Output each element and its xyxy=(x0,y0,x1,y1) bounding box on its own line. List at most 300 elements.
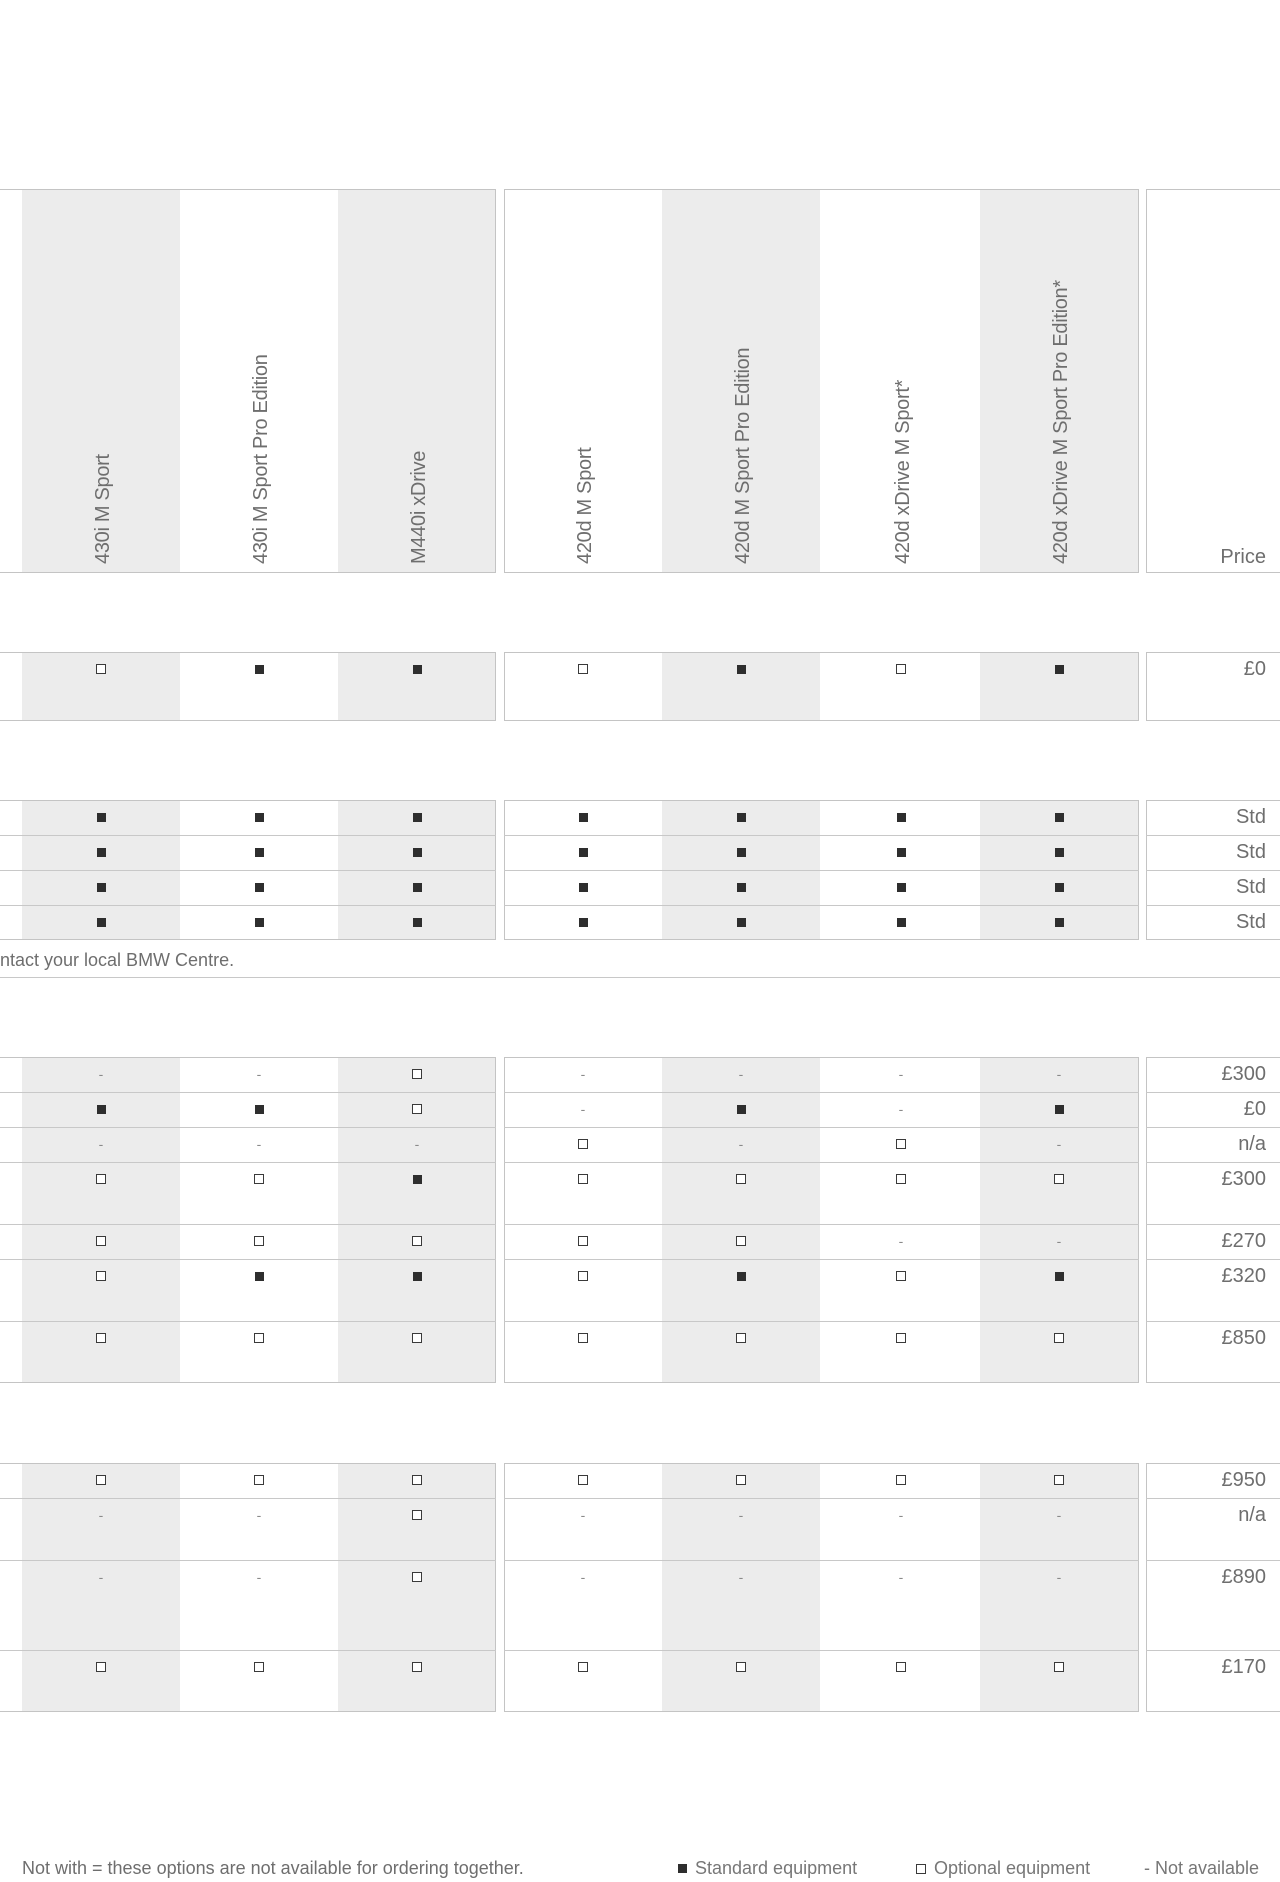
hollow-square-icon xyxy=(412,1069,422,1079)
filled-square-icon xyxy=(255,1105,264,1114)
dash-icon: - xyxy=(898,1101,904,1117)
table-cell xyxy=(979,1169,1139,1189)
hollow-square-icon xyxy=(578,1174,588,1184)
table-cell xyxy=(661,1231,821,1251)
dash-icon: - xyxy=(98,1507,104,1523)
table-cell xyxy=(979,1567,1139,1587)
hollow-square-icon xyxy=(1054,1333,1064,1343)
filled-square-icon xyxy=(255,813,264,822)
filled-square-icon xyxy=(413,665,422,674)
price-value: Std xyxy=(1235,806,1266,828)
table-cell xyxy=(503,1567,663,1587)
dash-icon: - xyxy=(1056,1569,1062,1585)
hollow-square-icon xyxy=(254,1333,264,1343)
table-cell xyxy=(337,1470,497,1490)
table-cell xyxy=(503,1328,663,1348)
table-row xyxy=(0,1498,1,1560)
table-cell xyxy=(337,1064,497,1084)
row-divider xyxy=(504,1560,1139,1561)
price-value: Std xyxy=(1235,911,1266,933)
table-cell xyxy=(979,842,1139,862)
row-divider xyxy=(1146,1321,1280,1322)
filled-square-icon xyxy=(1055,918,1064,927)
hollow-square-icon xyxy=(96,1271,106,1281)
table-cell xyxy=(661,1169,821,1189)
hollow-square-icon xyxy=(412,1236,422,1246)
price-value: £300 xyxy=(1221,1063,1266,1085)
dash-icon: - xyxy=(1056,1233,1062,1249)
hollow-square-icon xyxy=(254,1475,264,1485)
filled-square-icon xyxy=(413,883,422,892)
hollow-square-icon xyxy=(736,1236,746,1246)
price-value: £0 xyxy=(1243,1098,1266,1120)
filled-square-icon xyxy=(413,918,422,927)
hollow-square-icon xyxy=(736,1475,746,1485)
table-cell xyxy=(21,1064,181,1084)
hollow-square-icon xyxy=(96,1475,106,1485)
hollow-square-icon xyxy=(412,1662,422,1672)
row-divider xyxy=(504,835,1139,836)
table-cell xyxy=(821,912,981,932)
filled-square-icon xyxy=(1055,813,1064,822)
filled-square-icon xyxy=(413,848,422,857)
row-divider xyxy=(504,1259,1139,1260)
table-cell xyxy=(179,1266,339,1286)
row-divider xyxy=(0,1224,496,1225)
dash-icon: - xyxy=(256,1136,262,1152)
price-value: £0 xyxy=(1243,658,1266,680)
table-cell xyxy=(21,1328,181,1348)
dash-icon: - xyxy=(414,1136,420,1152)
row-divider xyxy=(1146,1650,1280,1651)
row-divider xyxy=(504,1127,1139,1128)
filled-square-icon xyxy=(255,1272,264,1281)
dash-icon: - xyxy=(256,1569,262,1585)
table-cell xyxy=(21,1470,181,1490)
table-cell xyxy=(21,1505,181,1525)
table-cell xyxy=(337,659,497,679)
price-value: n/a xyxy=(1238,1504,1266,1526)
dash-icon: - xyxy=(738,1066,744,1082)
legend-optional-label: Optional equipment xyxy=(934,1858,1091,1878)
hollow-square-icon xyxy=(412,1333,422,1343)
table-cell xyxy=(503,1099,663,1119)
hollow-square-icon xyxy=(412,1572,422,1582)
dash-icon: - xyxy=(1056,1136,1062,1152)
table-cell xyxy=(661,1099,821,1119)
legend-standard xyxy=(678,1858,857,1879)
table-cell xyxy=(21,912,181,932)
filled-square-icon xyxy=(255,665,264,674)
table-cell xyxy=(337,842,497,862)
table-cell xyxy=(979,659,1139,679)
table-cell xyxy=(503,659,663,679)
column-header-label: 420d M Sport Pro Edition xyxy=(732,347,754,564)
filled-square-icon xyxy=(97,848,106,857)
price-value: Std xyxy=(1235,876,1266,898)
price-value: n/a xyxy=(1238,1133,1266,1155)
table-cell xyxy=(979,1134,1139,1154)
row-divider xyxy=(0,835,496,836)
table-cell xyxy=(821,877,981,897)
row-divider xyxy=(1146,1259,1280,1260)
table-cell xyxy=(821,1328,981,1348)
row-divider xyxy=(1146,905,1280,906)
table-cell xyxy=(979,1099,1139,1119)
hollow-square-icon xyxy=(896,1333,906,1343)
hollow-square-icon xyxy=(96,664,106,674)
hollow-square-icon xyxy=(254,1174,264,1184)
table-row xyxy=(0,905,1,940)
dash-icon: - xyxy=(738,1569,744,1585)
row-divider xyxy=(0,1650,496,1651)
table-cell xyxy=(979,1266,1139,1286)
table-cell xyxy=(21,659,181,679)
row-divider xyxy=(0,1259,496,1260)
column-header-label: 420d M Sport xyxy=(574,447,596,564)
table-cell xyxy=(821,842,981,862)
hollow-square-icon xyxy=(736,1662,746,1672)
price-value: £890 xyxy=(1221,1566,1266,1588)
hollow-square-icon xyxy=(578,1236,588,1246)
hollow-square-icon xyxy=(896,664,906,674)
hollow-square-icon xyxy=(896,1475,906,1485)
row-divider xyxy=(0,1498,496,1499)
table-cell xyxy=(661,877,821,897)
hollow-square-icon xyxy=(96,1662,106,1672)
table-cell xyxy=(21,1169,181,1189)
row-divider xyxy=(0,1321,496,1322)
dash-icon: - xyxy=(580,1101,586,1117)
table-row xyxy=(0,1560,1,1650)
row-divider xyxy=(1146,870,1280,871)
table-cell xyxy=(821,1064,981,1084)
row-divider xyxy=(1146,1560,1280,1561)
table-cell xyxy=(503,1266,663,1286)
table-cell xyxy=(21,1134,181,1154)
table-cell xyxy=(337,1134,497,1154)
hollow-square-icon xyxy=(896,1174,906,1184)
dash-icon: - xyxy=(580,1507,586,1523)
filled-square-icon xyxy=(737,848,746,857)
table-row xyxy=(0,1321,1,1383)
price-value: £300 xyxy=(1221,1168,1266,1190)
header-group-b xyxy=(504,189,1139,573)
legend-not-available xyxy=(1144,1858,1259,1879)
table-cell xyxy=(661,1567,821,1587)
table-cell xyxy=(179,1505,339,1525)
dash-icon: - xyxy=(898,1507,904,1523)
filled-square-icon xyxy=(1055,665,1064,674)
table-cell xyxy=(661,912,821,932)
table-cell xyxy=(979,1328,1139,1348)
table-row xyxy=(0,1259,1,1321)
hollow-square-icon xyxy=(412,1475,422,1485)
table-cell xyxy=(21,877,181,897)
table-cell xyxy=(821,1567,981,1587)
table-cell xyxy=(821,1099,981,1119)
filled-square-icon xyxy=(897,848,906,857)
row-divider xyxy=(504,870,1139,871)
dash-icon: - xyxy=(1056,1507,1062,1523)
filled-square-icon xyxy=(579,883,588,892)
column-header-label: M440i xDrive xyxy=(408,450,430,564)
hollow-square-icon xyxy=(1054,1174,1064,1184)
price-value: £950 xyxy=(1221,1469,1266,1491)
table-cell xyxy=(821,1657,981,1677)
table-row xyxy=(0,1127,1,1162)
table-cell xyxy=(179,659,339,679)
table-cell xyxy=(979,807,1139,827)
hollow-square-icon xyxy=(578,1333,588,1343)
row-divider xyxy=(504,1321,1139,1322)
dash-icon: - xyxy=(256,1507,262,1523)
hollow-square-icon xyxy=(896,1271,906,1281)
table-cell xyxy=(337,877,497,897)
table-row xyxy=(0,870,1,905)
table-cell xyxy=(179,842,339,862)
hollow-square-icon xyxy=(916,1864,926,1874)
table-row xyxy=(0,1162,1,1224)
table-cell xyxy=(661,807,821,827)
dash-icon: - xyxy=(98,1569,104,1585)
dash-icon: - xyxy=(898,1233,904,1249)
hollow-square-icon xyxy=(578,1139,588,1149)
table-cell xyxy=(337,807,497,827)
legend-standard-label: Standard equipment xyxy=(695,1858,858,1878)
filled-square-icon xyxy=(1055,1105,1064,1114)
table-cell xyxy=(503,912,663,932)
row-divider xyxy=(504,1650,1139,1651)
table-cell xyxy=(503,1505,663,1525)
row-divider xyxy=(504,1224,1139,1225)
table-cell xyxy=(21,1099,181,1119)
hollow-square-icon xyxy=(736,1333,746,1343)
table-cell xyxy=(503,807,663,827)
table-cell xyxy=(661,1328,821,1348)
row-divider xyxy=(0,1092,496,1093)
filled-square-icon xyxy=(1055,1272,1064,1281)
legend-optional xyxy=(916,1858,1090,1879)
filled-square-icon xyxy=(413,1272,422,1281)
table-cell xyxy=(179,1470,339,1490)
filled-square-icon xyxy=(897,918,906,927)
table-cell xyxy=(21,842,181,862)
table-cell xyxy=(179,1134,339,1154)
table-row xyxy=(0,800,1,835)
column-header-label: 430i M Sport Pro Edition xyxy=(250,354,272,564)
filled-square-icon xyxy=(255,848,264,857)
hollow-square-icon xyxy=(578,1475,588,1485)
row-divider xyxy=(504,1092,1139,1093)
table-cell xyxy=(21,1231,181,1251)
table-cell xyxy=(821,1134,981,1154)
filled-square-icon xyxy=(413,813,422,822)
column-header-label: 420d xDrive M Sport* xyxy=(892,379,914,564)
price-value: £320 xyxy=(1221,1265,1266,1287)
table-cell xyxy=(337,1505,497,1525)
table-row xyxy=(0,1650,1,1712)
table-cell xyxy=(337,1567,497,1587)
table-cell xyxy=(979,1231,1139,1251)
hollow-square-icon xyxy=(412,1510,422,1520)
table-row xyxy=(0,652,1,721)
price-value: £270 xyxy=(1221,1230,1266,1252)
filled-square-icon xyxy=(737,665,746,674)
table-row xyxy=(0,1224,1,1259)
dash-icon: - xyxy=(1056,1066,1062,1082)
filled-square-icon xyxy=(737,918,746,927)
table-cell xyxy=(821,1231,981,1251)
table-cell xyxy=(821,1505,981,1525)
table-cell xyxy=(979,1064,1139,1084)
table-row xyxy=(0,1057,1,1092)
row-divider xyxy=(0,1127,496,1128)
filled-square-icon xyxy=(97,918,106,927)
table-cell xyxy=(503,1470,663,1490)
hollow-square-icon xyxy=(578,1271,588,1281)
filled-square-icon xyxy=(737,813,746,822)
table-cell xyxy=(503,1657,663,1677)
row-divider xyxy=(1146,1498,1280,1499)
section-footnote: ntact your local BMW Centre. xyxy=(0,950,235,970)
filled-square-icon xyxy=(1055,848,1064,857)
table-cell xyxy=(337,1231,497,1251)
table-cell xyxy=(661,1657,821,1677)
filled-square-icon xyxy=(737,1105,746,1114)
filled-square-icon xyxy=(413,1175,422,1184)
table-cell xyxy=(337,1657,497,1677)
table-cell xyxy=(179,1567,339,1587)
footer-note: Not with = these options are not available for ordering together. xyxy=(22,1858,524,1878)
table-cell xyxy=(661,1064,821,1084)
row-divider xyxy=(1146,1092,1280,1093)
row-divider xyxy=(0,905,496,906)
hollow-square-icon xyxy=(96,1236,106,1246)
filled-square-icon xyxy=(97,883,106,892)
table-row xyxy=(0,1463,1,1498)
table-cell xyxy=(21,1266,181,1286)
table-cell xyxy=(179,877,339,897)
hollow-square-icon xyxy=(578,664,588,674)
table-cell xyxy=(179,1064,339,1084)
row-divider xyxy=(0,1162,496,1163)
filled-square-icon xyxy=(579,848,588,857)
row-divider xyxy=(1146,835,1280,836)
table-cell xyxy=(821,1266,981,1286)
hollow-square-icon xyxy=(254,1662,264,1672)
table-cell xyxy=(21,1567,181,1587)
price-column-header: Price xyxy=(1220,546,1266,568)
table-cell xyxy=(337,1169,497,1189)
price-value: £850 xyxy=(1221,1327,1266,1349)
table-cell xyxy=(503,1169,663,1189)
hollow-square-icon xyxy=(1054,1475,1064,1485)
table-cell xyxy=(661,842,821,862)
table-cell xyxy=(21,807,181,827)
table-cell xyxy=(503,842,663,862)
table-cell xyxy=(503,877,663,897)
filled-square-icon xyxy=(97,1105,106,1114)
table-cell xyxy=(979,877,1139,897)
table-cell xyxy=(661,1470,821,1490)
table-row xyxy=(0,1092,1,1127)
dash-icon: - xyxy=(738,1136,744,1152)
table-cell xyxy=(179,1231,339,1251)
hollow-square-icon xyxy=(736,1174,746,1184)
row-divider xyxy=(1146,1127,1280,1128)
table-cell xyxy=(21,1657,181,1677)
filled-square-icon xyxy=(1055,883,1064,892)
table-cell xyxy=(821,807,981,827)
hollow-square-icon xyxy=(96,1333,106,1343)
dash-icon: - xyxy=(898,1569,904,1585)
dash-icon: - xyxy=(898,1066,904,1082)
column-header-label: 420d xDrive M Sport Pro Edition* xyxy=(1050,280,1072,564)
table-cell xyxy=(179,807,339,827)
divider xyxy=(0,977,1280,978)
table-cell xyxy=(979,1657,1139,1677)
header-price-box xyxy=(1146,189,1280,573)
hollow-square-icon xyxy=(896,1139,906,1149)
table-cell xyxy=(821,659,981,679)
dash-icon: - xyxy=(580,1569,586,1585)
filled-square-icon xyxy=(737,1272,746,1281)
table-cell xyxy=(821,1169,981,1189)
price-value: Std xyxy=(1235,841,1266,863)
dash-icon: - xyxy=(256,1066,262,1082)
row-divider xyxy=(1146,1162,1280,1163)
hollow-square-icon xyxy=(412,1104,422,1114)
table-cell xyxy=(661,1134,821,1154)
table-cell xyxy=(503,1231,663,1251)
column-header-label: 430i M Sport xyxy=(92,454,114,564)
table-cell xyxy=(503,1064,663,1084)
filled-square-icon xyxy=(97,813,106,822)
hollow-square-icon xyxy=(896,1662,906,1672)
table-cell xyxy=(979,1470,1139,1490)
table-cell xyxy=(179,912,339,932)
row-divider xyxy=(504,1162,1139,1163)
table-cell xyxy=(979,1505,1139,1525)
table-cell xyxy=(661,659,821,679)
table-cell xyxy=(179,1328,339,1348)
table-row xyxy=(0,835,1,870)
row-divider xyxy=(504,905,1139,906)
dash-icon: - xyxy=(98,1066,104,1082)
filled-square-icon xyxy=(897,883,906,892)
table-cell xyxy=(821,1470,981,1490)
table-cell xyxy=(661,1505,821,1525)
filled-square-icon xyxy=(579,813,588,822)
dash-icon: - xyxy=(98,1136,104,1152)
table-cell xyxy=(179,1657,339,1677)
table-cell xyxy=(503,1134,663,1154)
table-cell xyxy=(337,1266,497,1286)
hollow-square-icon xyxy=(578,1662,588,1672)
table-cell xyxy=(337,912,497,932)
filled-square-icon xyxy=(255,918,264,927)
row-divider xyxy=(504,1498,1139,1499)
price-value: £170 xyxy=(1221,1656,1266,1678)
filled-square-icon xyxy=(897,813,906,822)
filled-square-icon xyxy=(255,883,264,892)
dash-icon: - xyxy=(580,1066,586,1082)
table-cell xyxy=(661,1266,821,1286)
table-cell xyxy=(979,912,1139,932)
row-divider xyxy=(0,1560,496,1561)
hollow-square-icon xyxy=(96,1174,106,1184)
